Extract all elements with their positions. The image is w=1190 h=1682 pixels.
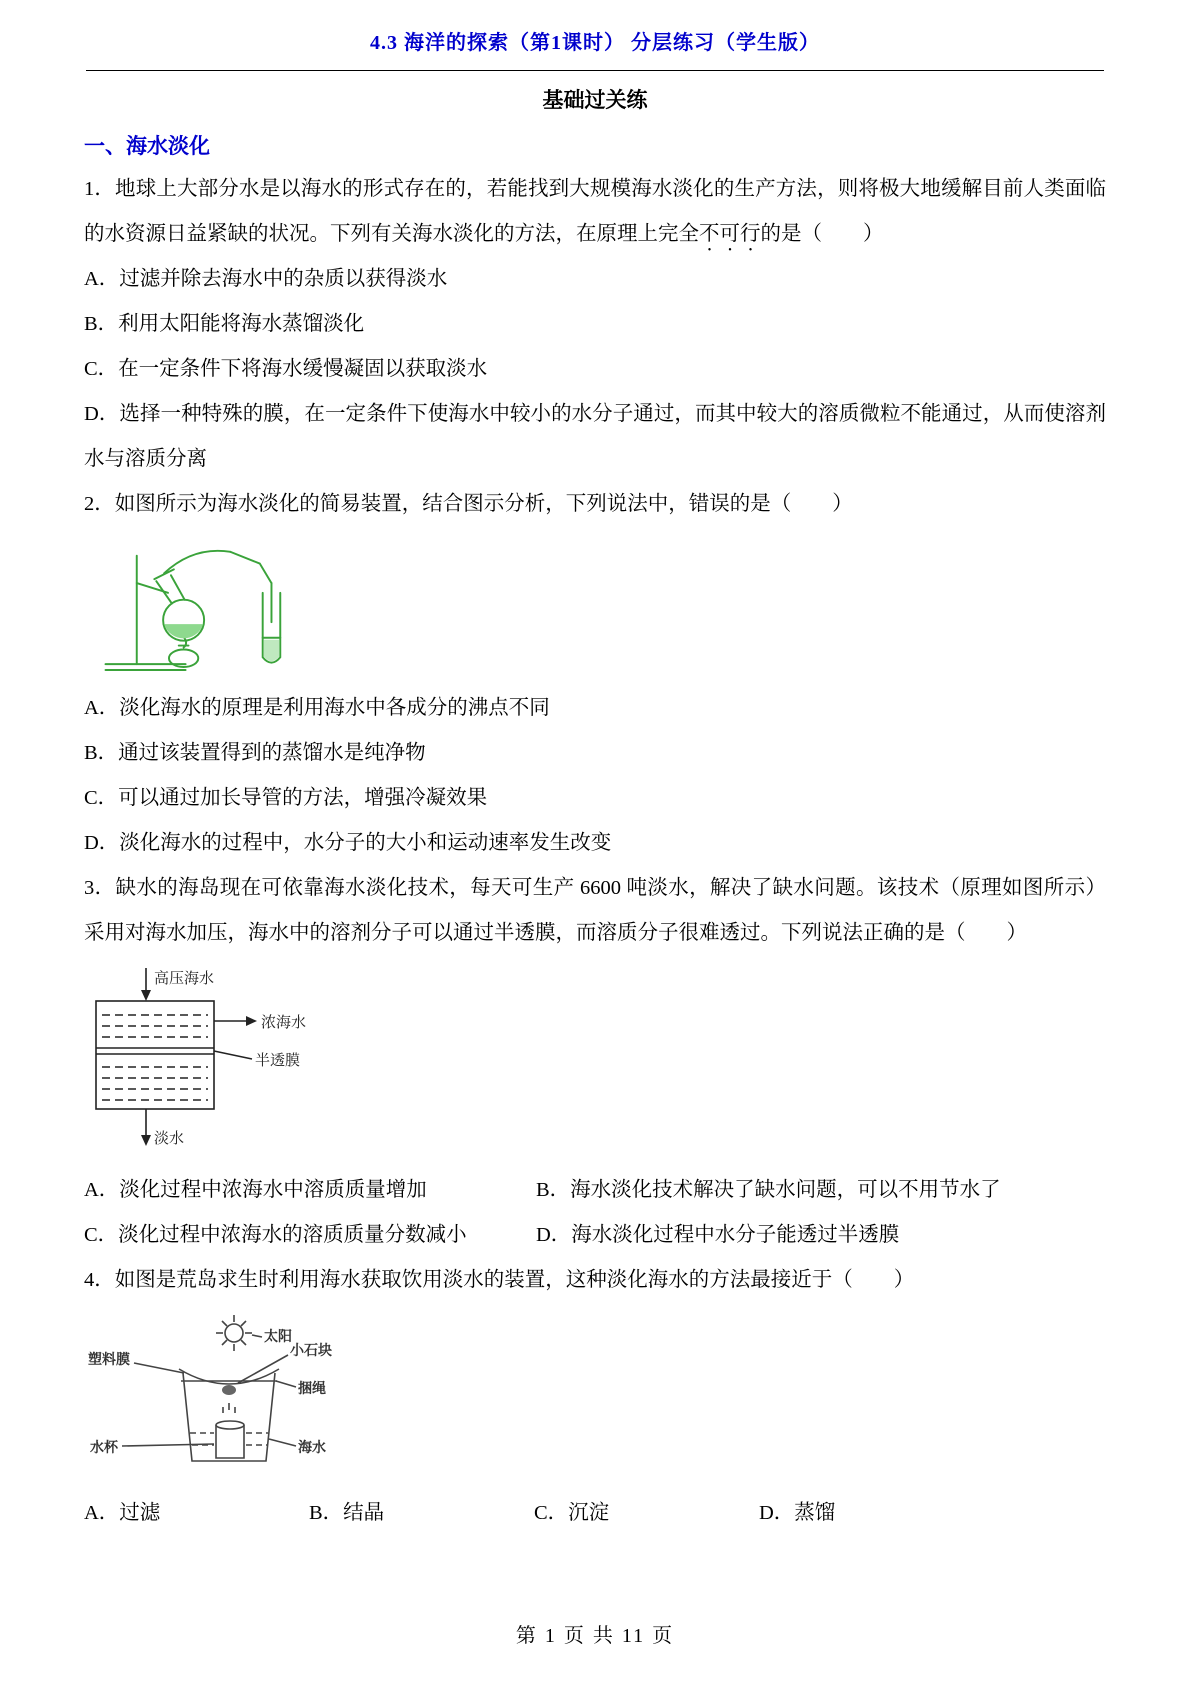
q1-stem-emphasis: 不可行 — [699, 222, 761, 245]
q3-label-freshwater: 淡水 — [154, 1131, 185, 1148]
q3-option-d: D．海水淡化过程中水分子能透过半透膜 — [536, 1224, 900, 1247]
q2-stem: 2．如图所示为海水淡化的简易装置，结合图示分析，下列说法中，错误的是（ ） — [84, 493, 853, 516]
q4-label-plastic-film: 塑料膜 — [88, 1351, 130, 1368]
q3-option-c: C．淡化过程中浓海水的溶质质量分数减小 — [84, 1224, 467, 1247]
q2-option-a: A．淡化海水的原理是利用海水中各成分的沸点不同 — [84, 696, 550, 719]
q4-stem: 4．如图是荒岛求生时利用海水获取饮用淡水的装置，这种淡化海水的方法最接近于（ ） — [84, 1269, 915, 1292]
q4-option-d: D．蒸馏 — [759, 1502, 836, 1525]
q4-label-cup: 水杯 — [90, 1439, 118, 1456]
q1-stem — [84, 167, 1106, 257]
q3-label-high-pressure-seawater: 高压海水 — [154, 971, 215, 988]
q2-option-c: C．可以通过加长导管的方法，增强冷凝效果 — [84, 786, 488, 809]
q3-option-b: B．海水淡化技术解决了缺水问题，可以不用节水了 — [536, 1179, 1001, 1202]
q3-options — [84, 1168, 1106, 1258]
q4-label-seawater: 海水 — [298, 1439, 326, 1456]
q4-option-c: C．沉淀 — [534, 1502, 610, 1525]
q2-option-b: B．通过该装置得到的蒸馏水是纯净物 — [84, 741, 426, 764]
q4-label-sun: 太阳 — [264, 1328, 292, 1345]
page-footer: 第 1 页 共 11 页 — [515, 1625, 675, 1647]
q3-label-concentrated-seawater: 浓海水 — [261, 1015, 307, 1032]
q3-label-semipermeable-membrane: 半透膜 — [255, 1053, 301, 1070]
q3-option-a: A．淡化过程中浓海水中溶质质量增加 — [84, 1179, 427, 1202]
q1-option-b: B．利用太阳能将海水蒸馏淡化 — [84, 313, 365, 336]
doc-header — [84, 28, 1106, 71]
testtube-liquid — [264, 639, 280, 660]
q4-options — [84, 1491, 1106, 1536]
q4-solar-still-figure — [86, 1311, 354, 1483]
q2-option-d: D．淡化海水的过程中，水分子的大小和运动速率发生改变 — [84, 831, 612, 854]
header-rule — [86, 70, 1104, 71]
q4-label-small-stone: 小石块 — [290, 1342, 332, 1359]
q1-option-c: C．在一定条件下将海水缓慢凝固以获取淡水 — [84, 358, 488, 381]
q4-label-rope: 捆绳 — [298, 1380, 326, 1397]
topic-title: 一、海水淡化 — [84, 133, 210, 158]
q1-stem-text-after: 的是（ ） — [760, 222, 884, 245]
q3-osmosis-figure — [86, 964, 338, 1160]
q1-option-d: D．选择一种特殊的膜，在一定条件下使海水中较小的水分子通过，而其中较大的溶质微粒不能通过，从而使溶剂水与溶质分离 — [84, 403, 1106, 471]
q4-option-b: B．结晶 — [309, 1502, 385, 1525]
section-title: 基础过关练 — [542, 88, 648, 112]
q2-distillation-figure — [86, 536, 291, 678]
q3-stem: 3．缺水的海岛现在可依靠海水淡化技术，每天可生产 6600 吨淡水，解决了缺水问题。该技术（原理如图所示）采用对海水加压，海水中的溶剂分子可以通过半透膜，而溶质分子很难透过。下列说法正确的是（ ） — [84, 876, 1106, 944]
q1-stem-text-before: 1．地球上大部分水是以海水的形式存在的，若能找到大规模海水淡化的生产方法，则将极大地缓解目前人类面临的水资源日益紧缺的状况。下列有关海水淡化的方法，在原理上完全 — [84, 177, 1106, 245]
q1-option-a: A．过滤并除去海水中的杂质以获得淡水 — [84, 267, 448, 290]
stone-shape — [222, 1385, 236, 1395]
q4-option-a: A．过滤 — [84, 1502, 161, 1525]
doc-title: 4.3 海洋的探索（第1课时） 分层练习（学生版） — [370, 32, 820, 54]
